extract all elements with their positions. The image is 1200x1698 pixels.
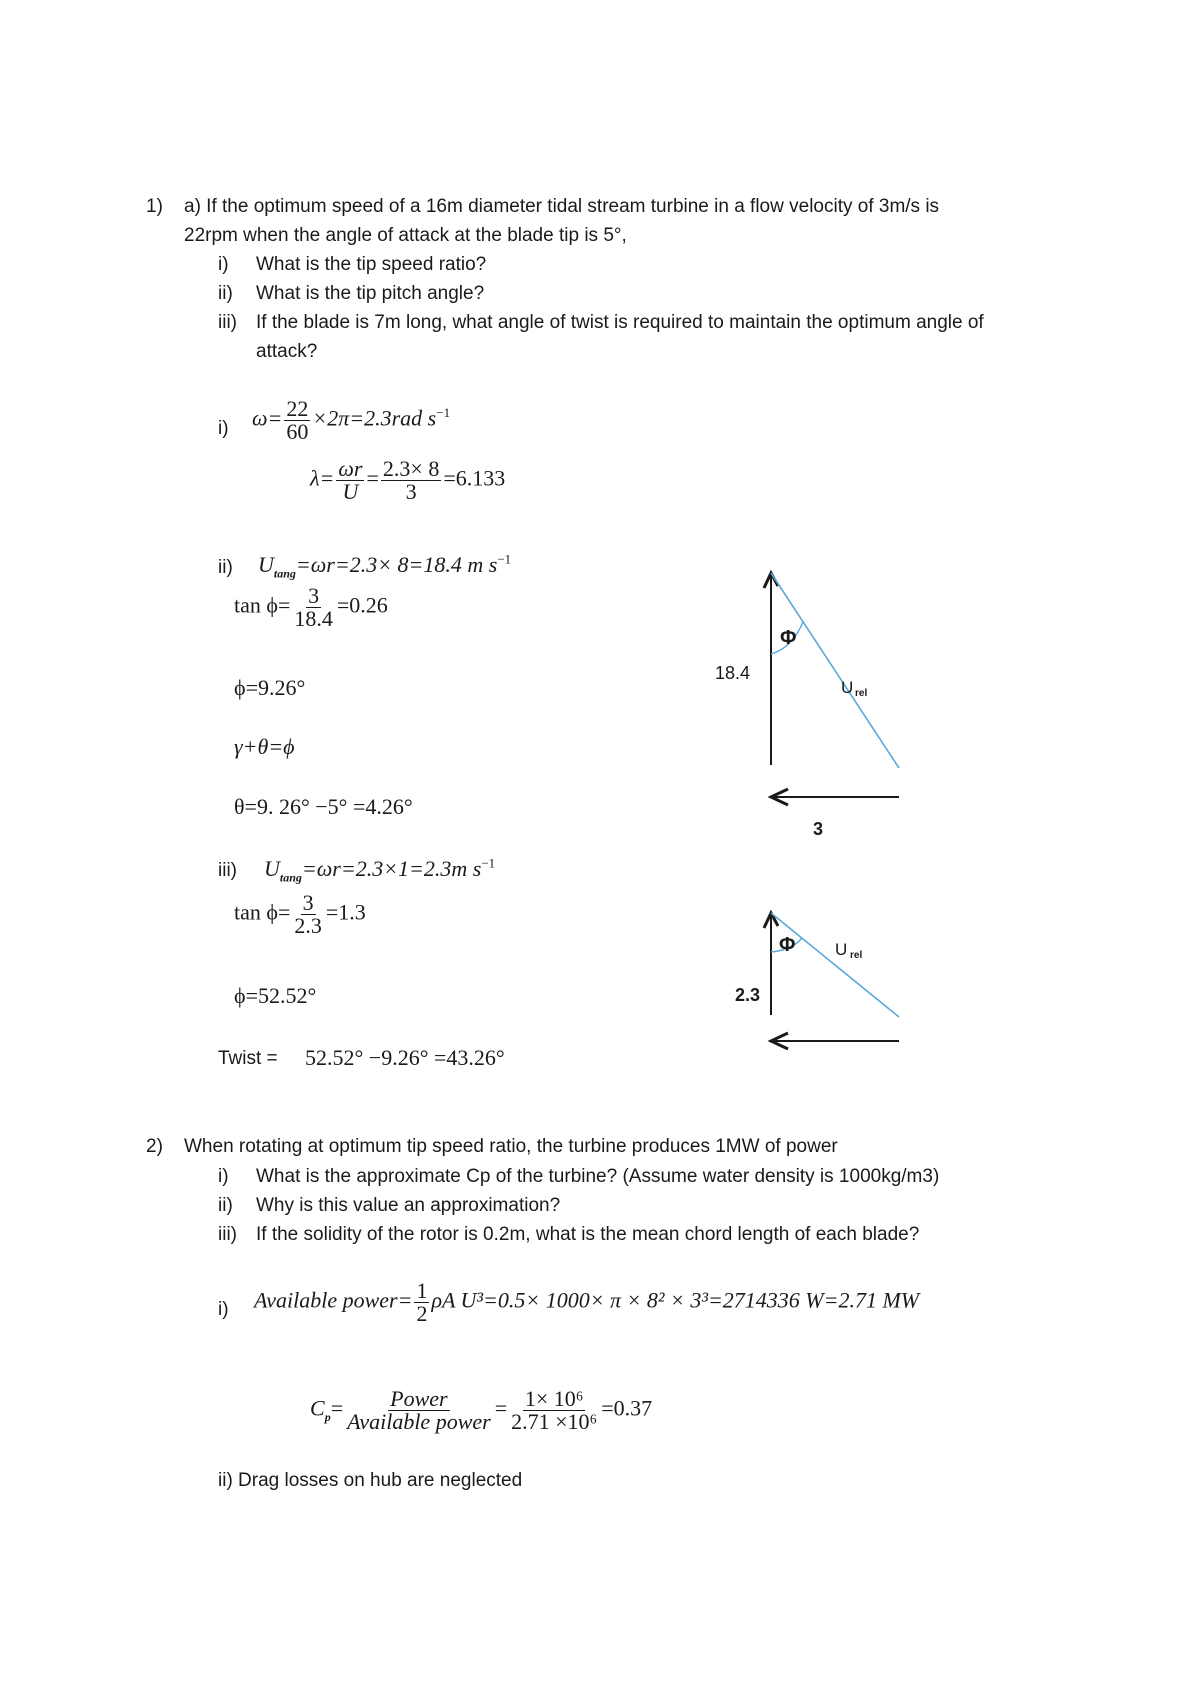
utang-subscript-iii: tang: [279, 870, 302, 885]
utang-symbol-iii: U: [264, 856, 280, 881]
angle-sum-equation: γ+θ=ϕ: [234, 734, 295, 759]
lambda-fraction-2: [381, 458, 441, 503]
phi-result-iii: ϕ=52.52°: [234, 983, 317, 1008]
q1-item-iii-num: iii): [218, 312, 237, 333]
utang-subscript: tang: [273, 566, 296, 581]
q1-number: 1): [146, 196, 163, 217]
cp-numerator-2: 1× 10⁶: [524, 1386, 584, 1411]
phi-label-1: Φ: [780, 627, 797, 649]
q2-item-ii-num: ii): [218, 1195, 233, 1216]
tan-phi-fraction: [292, 585, 335, 630]
utang-exponent: −1: [497, 551, 512, 567]
cp-symbol: C: [310, 1395, 325, 1421]
utang-exponent-iii: −1: [481, 855, 496, 871]
lambda-equals: =: [366, 465, 379, 491]
cp-equals-1: =: [330, 1395, 344, 1421]
q1-ans-iii-label: iii): [218, 860, 237, 881]
tan-phi-rhs-iii: =1.3: [325, 899, 366, 925]
tan-phi-numerator-iii: 3: [302, 890, 314, 915]
q2-text-line1: When rotating at optimum tip speed ratio, the turbine produces 1MW of power: [184, 1136, 838, 1157]
q1-ans-i-label: i): [218, 418, 229, 439]
q1-item-iii-text: If the blade is 7m long, what angle of twist is required to maintain the optimum angle of: [256, 312, 984, 333]
q2-item-ii-text: Why is this value an approximation?: [256, 1195, 561, 1216]
q1-text-line1: a) If the optimum speed of a 16m diameter tidal stream turbine in a flow velocity of 3m/s is: [184, 196, 940, 217]
theta-result: θ=9. 26° −5° =4.26°: [234, 794, 413, 819]
phi-result-ii: ϕ=9.26°: [234, 675, 306, 700]
lambda-fraction-1: [336, 458, 364, 503]
utang-symbol: U: [258, 552, 274, 577]
urel-label-1: U: [841, 678, 854, 697]
available-power-rhs: ρA U³=0.5× 1000× π × 8² × 3³=2714336 W=2.71 MW: [431, 1287, 920, 1313]
utang-equation-ii: [258, 551, 512, 581]
lambda-numerator-2: 2.3× 8: [382, 456, 440, 481]
q1-item-i-text: What is the tip speed ratio?: [256, 254, 487, 275]
lambda-numerator-1: ωr: [338, 456, 363, 481]
tan-phi-denominator-iii: 2.3: [294, 913, 322, 938]
utang-rhs-iii: =ωr=2.3×1=2.3m s: [301, 856, 482, 881]
cp-denominator-1: Available power: [347, 1409, 491, 1434]
tan-phi-equation-iii: [234, 892, 366, 937]
omega-lhs: ω=: [252, 405, 283, 431]
vertical-value-label-2: 2.3: [735, 985, 761, 1005]
urel-label-2: U: [835, 940, 848, 959]
lambda-equation: [310, 458, 505, 503]
tan-phi-lhs-iii: tan ϕ=: [234, 899, 291, 925]
relative-velocity-line-2: [771, 913, 899, 1017]
cp-denominator-2: 2.71 ×10⁶: [511, 1409, 598, 1434]
cp-numerator-1: Power: [390, 1386, 448, 1411]
vertical-value-label-1: 18.4: [715, 663, 751, 683]
half-fraction: [414, 1280, 429, 1325]
velocity-triangle-diagram-2: [700, 900, 930, 1060]
cp-result: =0.37: [601, 1395, 653, 1421]
half-denominator: 2: [416, 1301, 428, 1326]
available-power-equation: [254, 1280, 919, 1325]
q1-ans-ii-label: ii): [218, 557, 233, 578]
tan-phi-fraction-iii: [292, 892, 324, 937]
cp-equation: [310, 1388, 652, 1433]
lambda-rhs: =6.133: [443, 465, 506, 491]
utang-equation-iii: [264, 855, 496, 885]
q1-item-ii-num: ii): [218, 283, 233, 304]
tan-phi-numerator: 3: [308, 583, 320, 608]
q1-item-i-num: i): [218, 254, 229, 275]
rpm-fraction: [284, 398, 310, 443]
utang-rhs: =ωr=2.3× 8=18.4 m s: [295, 552, 498, 577]
relative-velocity-line: [771, 573, 899, 768]
urel-subscript-2: rel: [850, 950, 863, 961]
rpm-denominator: 60: [286, 419, 309, 444]
phi-label-2: Φ: [779, 934, 796, 956]
horizontal-value-label-1: 3: [813, 819, 824, 839]
omega-exponent: −1: [436, 405, 451, 421]
q1-item-iii-text-cont: attack?: [256, 341, 318, 362]
q2-number: 2): [146, 1136, 163, 1157]
tan-phi-lhs: tan ϕ=: [234, 592, 291, 618]
tan-phi-rhs: =0.26: [336, 592, 388, 618]
twist-result: 52.52° −9.26° =43.26°: [305, 1045, 505, 1070]
cp-fraction-1: [345, 1388, 493, 1433]
tan-phi-equation-ii: [234, 585, 388, 630]
q2-item-i-num: i): [218, 1166, 229, 1187]
tan-phi-denominator: 18.4: [294, 606, 333, 631]
q2-ans-ii: ii) Drag losses on hub are neglected: [218, 1470, 523, 1491]
q1-item-ii-text: What is the tip pitch angle?: [256, 283, 485, 304]
lambda-denominator-2: 3: [405, 479, 417, 504]
twist-label: Twist =: [218, 1048, 278, 1069]
cp-equals-2: =: [494, 1395, 508, 1421]
omega-equation: [252, 398, 450, 443]
q2-item-i-text: What is the approximate Cp of the turbine? (Assume water density is 1000kg/m3): [256, 1166, 940, 1187]
cp-subscript: p: [324, 1409, 331, 1424]
half-numerator: 1: [416, 1278, 428, 1303]
urel-subscript-1: rel: [855, 688, 868, 699]
q2-ans-i-label: i): [218, 1299, 229, 1320]
rpm-numerator: 22: [286, 396, 309, 421]
omega-rhs: ×2π=2.3rad s: [312, 405, 437, 431]
available-power-lhs: Available power=: [254, 1287, 413, 1313]
velocity-triangle-diagram-1: [700, 560, 930, 850]
q2-item-iii-num: iii): [218, 1224, 237, 1245]
cp-fraction-2: [509, 1388, 599, 1433]
q2-item-iii-text: If the solidity of the rotor is 0.2m, what is the mean chord length of each blade?: [256, 1224, 920, 1245]
lambda-denominator-1: U: [342, 479, 359, 504]
lambda-lhs: λ=: [310, 465, 335, 491]
q1-text-line2: 22rpm when the angle of attack at the blade tip is 5°,: [184, 225, 627, 246]
